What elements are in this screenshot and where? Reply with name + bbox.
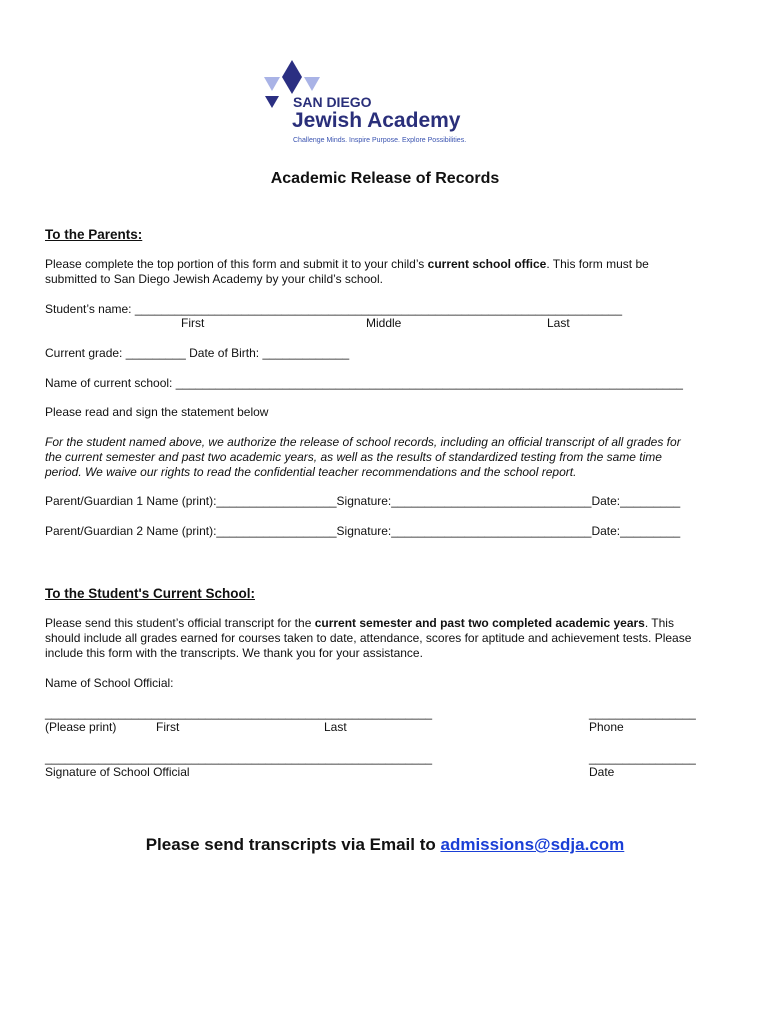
- school-paragraph-line2: should include all grades earned for courses taken to date, attendance, scores for aptitude and achievement tests. Please: [45, 631, 692, 645]
- student-name-field[interactable]: [45, 302, 622, 317]
- current-school-field[interactable]: Name of current school: ____________________________________________________________________________: [45, 376, 683, 390]
- admissions-email-link[interactable]: admissions@sdja.com: [440, 835, 625, 854]
- official-first-caption: First: [156, 720, 180, 734]
- official-name-blank[interactable]: __________________________________________________________: [45, 706, 433, 720]
- last-name-caption: Last: [547, 316, 570, 330]
- school-paragraph-line3: include this form with the transcripts. We thank you for your assistance.: [45, 646, 423, 660]
- phone-caption: Phone: [589, 720, 624, 734]
- official-phone-blank[interactable]: ________________: [589, 706, 696, 720]
- school-heading: To the Student's Current School:: [45, 586, 255, 601]
- statement-line-1: For the student named above, we authorize the release of school records, including an official transcript of all grades for: [45, 435, 681, 449]
- footer-instruction: [0, 835, 770, 855]
- signature-caption: Signature of School Official: [45, 765, 190, 779]
- student-name-label: Student’s name:: [45, 302, 135, 316]
- parents-intro-line2: submitted to San Diego Jewish Academy by your child’s school.: [45, 272, 383, 286]
- page-title: Academic Release of Records: [270, 170, 500, 187]
- first-name-caption: First: [181, 316, 205, 330]
- logo-tagline: Challenge Minds. Inspire Purpose. Explore Possibilities.: [293, 137, 467, 144]
- school-p1-part-a: Please send this student’s official transcript for the: [45, 616, 315, 630]
- official-date-blank[interactable]: ________________: [589, 751, 696, 765]
- parents-intro-bold: current school office: [427, 257, 547, 271]
- statement-line-3: period. We waive our rights to read the confidential teacher recommendations and the school report.: [45, 465, 577, 479]
- guardian-1-line[interactable]: Parent/Guardian 1 Name (print):__________________Signature:______________________________Date:_________: [45, 494, 681, 508]
- logo-line-1: SAN DIEGO: [293, 94, 372, 110]
- student-name-blank[interactable]: _________________________________________________________________________: [134, 302, 623, 316]
- please-print-caption: (Please print): [45, 720, 117, 734]
- school-official-label: Name of School Official:: [45, 676, 174, 690]
- statement-line-2: the current semester and past two academic years, as well as the results of standardized testing from the same time: [45, 450, 662, 464]
- parents-intro-part-a: Please complete the top portion of this form and submit it to your child’s: [45, 257, 428, 271]
- school-paragraph-line1: [45, 616, 674, 631]
- guardian-2-line[interactable]: Parent/Guardian 2 Name (print):__________________Signature:______________________________Date:_________: [45, 524, 681, 538]
- logo-line-2: Jewish Academy: [292, 109, 461, 132]
- middle-name-caption: Middle: [366, 316, 402, 330]
- parents-intro-line1: [45, 257, 649, 272]
- date-caption: Date: [589, 765, 615, 779]
- parents-heading: To the Parents:: [45, 227, 143, 242]
- official-signature-blank[interactable]: __________________________________________________________: [45, 751, 433, 765]
- sign-instruction: Please read and sign the statement below: [45, 405, 269, 419]
- school-p1-bold: current semester and past two completed academic years: [314, 616, 645, 630]
- school-p1-part-b: . This: [644, 616, 674, 630]
- official-last-caption: Last: [324, 720, 347, 734]
- footer-prefix: Please send transcripts via Email to: [145, 835, 441, 854]
- grade-dob-field[interactable]: Current grade: _________ Date of Birth: _____________: [45, 346, 350, 360]
- parents-intro-part-b: . This form must be: [546, 257, 649, 271]
